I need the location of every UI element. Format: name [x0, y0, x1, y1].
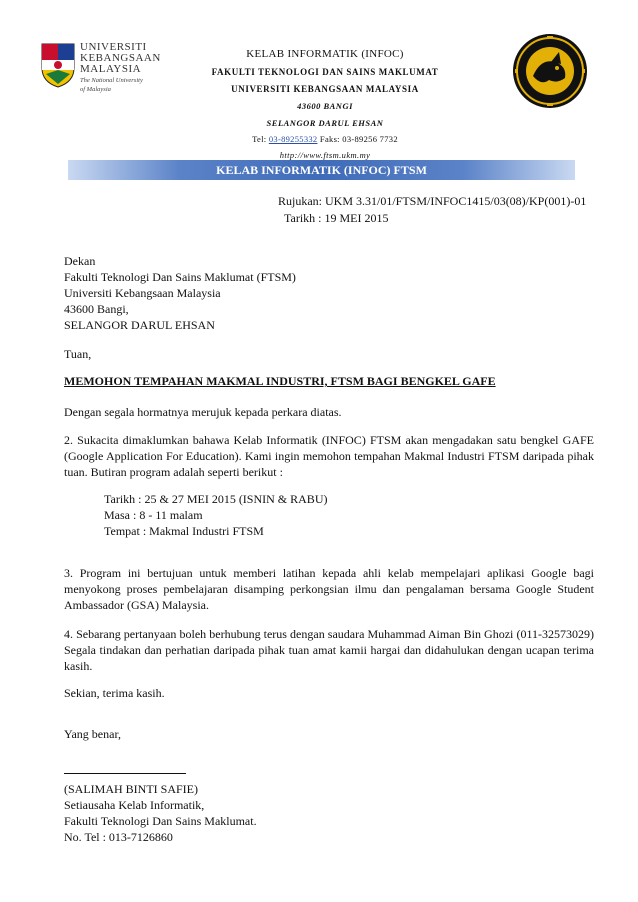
recipient-line-1: Dekan [64, 254, 96, 268]
signatory-faculty: Fakulti Teknologi Dan Sains Maklumat. [64, 814, 257, 828]
recipient-line-3: Universiti Kebangsaan Malaysia [64, 286, 221, 300]
paragraph-2: 2. Sukacita dimaklumkan bahawa Kelab Informatik (INFOC) FTSM akan mengadakan satu bengkel GAFE (Google Application For Education). Kami ingin memohon tempahan Makmal Industri FTSM daripada pihak tuan. Butiran program adalah seperti berikut : [64, 433, 594, 479]
salutation: Tuan, [64, 347, 92, 361]
ukm-tagline-2: of Malaysia [80, 86, 111, 93]
sign-off: Yang benar, [64, 727, 121, 741]
detail-venue: Tempat : Makmal Industri FTSM [104, 524, 264, 538]
ukm-tagline-1: The National University [80, 77, 143, 84]
recipient-line-5: SELANGOR DARUL EHSAN [64, 318, 215, 332]
signature-line [64, 773, 186, 774]
club-name: KELAB INFORMATIK (INFOC) [246, 48, 404, 60]
state-name: SELANGOR DARUL EHSAN [266, 118, 384, 128]
closing-line: Sekian, terima kasih. [64, 686, 165, 700]
ukm-word-1: UNIVERSITI [80, 41, 147, 53]
tel-link[interactable]: 03-89255332 [268, 134, 318, 144]
ukm-logo [40, 42, 160, 92]
ukm-shield-icon [40, 42, 76, 88]
recipient-line-2: Fakulti Teknologi Dan Sains Maklumat (FTSM) [64, 270, 296, 284]
ukm-word-2: KEBANGSAAN [80, 52, 161, 64]
fax-number: Faks: 03-89256 7732 [319, 134, 398, 144]
paragraph-3: 3. Program ini bertujuan untuk memberi latihan kepada ahli kelab mempelajari aplikasi Google bagi menyokong proses pembelajaran disamping perkongsian ilmu dan pengalaman bersama Google Student Ambassador (GSA) Malaysia. [64, 566, 594, 612]
ukm-wordmark [80, 42, 161, 93]
signatory-tel: No. Tel : 013-7126860 [64, 830, 173, 844]
letter-subject: MEMOHON TEMPAHAN MAKMAL INDUSTRI, FTSM BAGI BENGKEL GAFE [64, 374, 496, 388]
detail-date: Tarikh : 25 & 27 MEI 2015 (ISNIN & RABU) [104, 492, 328, 506]
contact-line [160, 134, 490, 144]
club-seal-icon [511, 32, 589, 110]
recipient-line-4: 43600 Bangi, [64, 302, 129, 316]
detail-time: Masa : 8 - 11 malam [104, 508, 203, 522]
faculty-name: FAKULTI TEKNOLOGI DAN SAINS MAKLUMAT [211, 67, 439, 77]
ukm-word-3: MALAYSIA [80, 63, 142, 75]
website-url[interactable]: http://www.ftsm.ukm.my [279, 150, 371, 160]
signatory-name: (SALIMAH BINTI SAFIE) [64, 782, 198, 796]
paragraph-4: 4. Sebarang pertanyaan boleh berhubung terus dengan saudara Muhammad Aiman Bin Ghozi (011-32573029) Segala tindakan dan perhatian daripada pihak tuan amat kamii hargai dan didahulukan dengan ucapan terima kasih. [64, 627, 594, 673]
reference-number: Rujukan: UKM 3.31/01/FTSM/INFOC1415/03(08)/KP(001)-01 [278, 194, 587, 208]
letter-date: Tarikh : 19 MEI 2015 [284, 211, 389, 225]
signatory-title: Setiausaha Kelab Informatik, [64, 798, 205, 812]
club-banner: KELAB INFORMATIK (INFOC) FTSM [68, 160, 575, 180]
tel-label: Tel: [252, 134, 267, 144]
university-name: UNIVERSITI KEBANGSAAN MALAYSIA [231, 84, 419, 94]
postcode-city: 43600 BANGI [297, 101, 353, 111]
opening-paragraph: Dengan segala hormatnya merujuk kepada perkara diatas. [64, 405, 342, 419]
